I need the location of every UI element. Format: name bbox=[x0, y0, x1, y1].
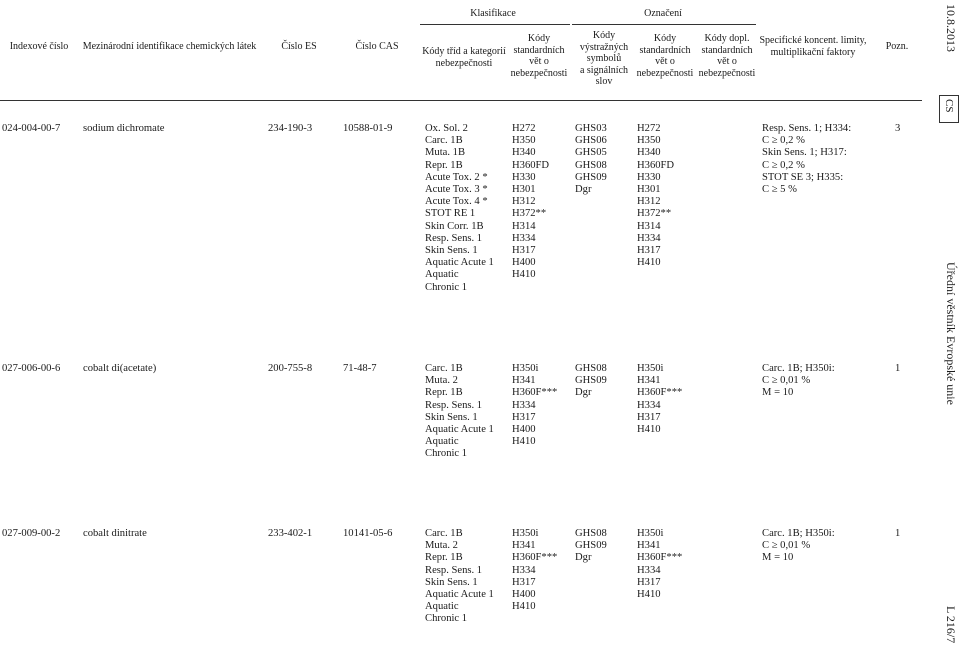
col-header-pictograms: Kódy výstražných symbolů a signálních slov bbox=[579, 30, 629, 87]
cell-label-h: H350i H341 H360F*** H334 H317 H410 bbox=[637, 363, 683, 436]
cell-limits: Resp. Sens. 1; H334: C ≥ 0,2 % Skin Sens. 1; H317: C ≥ 0,2 % STOT SE 3; H335: C ≥ 5 % bbox=[762, 123, 852, 196]
margin-page: L 216/7 bbox=[944, 606, 958, 644]
col-header-name: Mezinárodní identifikace chemických látek bbox=[82, 41, 257, 52]
col-header-limits: Specifické koncent. limity, multiplikační faktory bbox=[759, 35, 867, 58]
cell-es: 234-190-3 bbox=[268, 123, 313, 134]
cell-name: sodium dichromate bbox=[83, 123, 165, 134]
cell-label-h: H350i H341 H360F*** H334 H317 H410 bbox=[637, 528, 683, 601]
cell-h-codes: H272 H350 H340 H360FD H330 H301 H312 H372** H314 H334 H317 H400 H410 bbox=[512, 123, 550, 281]
cell-h-codes: H350i H341 H360F*** H334 H317 H400 H410 bbox=[512, 528, 558, 613]
cell-cas: 71-48-7 bbox=[343, 363, 377, 374]
cell-note: 3 bbox=[895, 123, 901, 134]
col-header-index: Indexové číslo bbox=[9, 41, 69, 52]
col-header-notes: Pozn. bbox=[885, 41, 909, 52]
col-header-cas: Číslo CAS bbox=[355, 41, 399, 52]
col-header-label-h: Kódy standardních vět o nebezpečnosti bbox=[636, 33, 694, 79]
cell-index: 024-004-00-7 bbox=[2, 123, 61, 134]
cell-es: 233-402-1 bbox=[268, 528, 313, 539]
cell-index: 027-006-00-6 bbox=[2, 363, 61, 374]
cell-cas: 10141-05-6 bbox=[343, 528, 393, 539]
cell-pictograms: GHS08 GHS09 Dgr bbox=[575, 363, 607, 399]
cell-pictograms: GHS03 GHS06 GHS05 GHS08 GHS09 Dgr bbox=[575, 123, 607, 196]
col-header-supp-h: Kódy dopl. standardních vět o nebezpečnosti bbox=[698, 33, 756, 79]
cell-cas: 10588-01-9 bbox=[343, 123, 393, 134]
cell-note: 1 bbox=[895, 528, 901, 539]
col-header-es: Číslo ES bbox=[281, 41, 317, 52]
group-rule-klasifikace bbox=[420, 24, 570, 25]
col-header-class-codes: Kódy tříd a kategorií nebezpečnosti bbox=[422, 46, 506, 69]
header-rule bbox=[0, 100, 922, 101]
cell-note: 1 bbox=[895, 363, 901, 374]
cell-h-codes: H350i H341 H360F*** H334 H317 H400 H410 bbox=[512, 363, 558, 448]
margin-journal: Úřední věstník Evropské unie bbox=[944, 262, 958, 405]
margin-lang: CS bbox=[943, 99, 955, 113]
cell-pictograms: GHS08 GHS09 Dgr bbox=[575, 528, 607, 564]
col-header-h-codes: Kódy standardních vět o nebezpečnosti bbox=[510, 33, 568, 79]
group-rule-oznaceni bbox=[572, 24, 756, 25]
group-label-klasifikace: Klasifikace bbox=[470, 8, 516, 19]
cell-limits: Carc. 1B; H350i: C ≥ 0,01 % M = 10 bbox=[762, 363, 835, 399]
group-label-oznaceni: Označení bbox=[644, 8, 682, 19]
cell-name: cobalt dinitrate bbox=[83, 528, 147, 539]
cell-limits: Carc. 1B; H350i: C ≥ 0,01 % M = 10 bbox=[762, 528, 835, 564]
margin-date: 10.8.2013 bbox=[944, 4, 958, 52]
cell-index: 027-009-00-2 bbox=[2, 528, 61, 539]
cell-es: 200-755-8 bbox=[268, 363, 313, 374]
cell-classes: Carc. 1B Muta. 2 Repr. 1B Resp. Sens. 1 Skin Sens. 1 Aquatic Acute 1 Aquatic Chronic 1 bbox=[425, 528, 494, 625]
cell-label-h: H272 H350 H340 H360FD H330 H301 H312 H372** H314 H334 H317 H410 bbox=[637, 123, 675, 269]
cell-name: cobalt di(acetate) bbox=[83, 363, 157, 374]
cell-classes: Ox. Sol. 2 Carc. 1B Muta. 1B Repr. 1B Acute Tox. 2 * Acute Tox. 3 * Acute Tox. 4 * STOT RE 1 Skin Corr. 1B Resp. Sens. 1 Skin Sens. 1 Aquatic Acute 1 Aquatic Chronic 1 bbox=[425, 123, 494, 293]
cell-classes: Carc. 1B Muta. 2 Repr. 1B Resp. Sens. 1 Skin Sens. 1 Aquatic Acute 1 Aquatic Chronic 1 bbox=[425, 363, 494, 460]
